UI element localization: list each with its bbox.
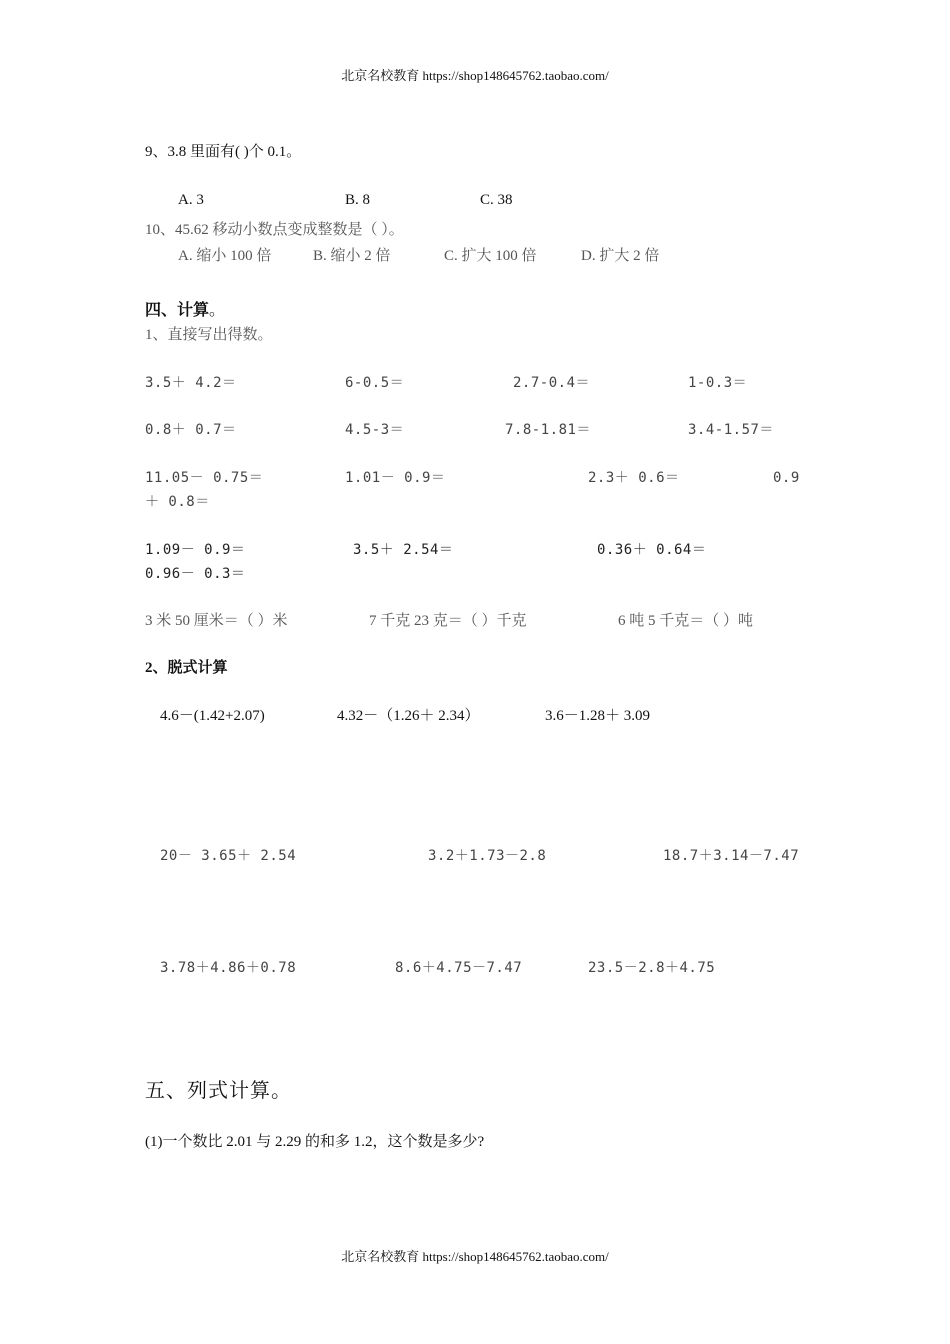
calc-item-wrap: 0.96－ 0.3＝ [145,566,246,582]
unit-conversion: 7 千克 23 克＝（ ）千克 [369,613,527,629]
calc-item: 4.5-3＝ [345,422,405,438]
calc-item: 2.3＋ 0.6＝ [588,470,680,486]
calc-item: 0.9 [773,470,800,486]
step-calc-item: 4.6－(1.42+2.07) [160,708,265,724]
question-10: 10、45.62 移动小数点变成整数是（ ）。 [145,222,404,238]
section-4-sub1: 1、直接写出得数。 [145,327,273,343]
calc-item: 11.05－ 0.75＝ [145,470,264,486]
calc-item: 6-0.5＝ [345,375,405,391]
section-4-sub2: 2、脱式计算 [145,660,228,676]
step-calc-item: 4.32－（1.26＋ 2.34） [337,708,480,724]
step-calc-item: 3.6－1.28＋ 3.09 [545,708,651,724]
step-calc-item: 23.5－2.8＋4.75 [588,960,716,976]
q9-option-b: B. 8 [345,192,371,208]
calc-item: 0.36＋ 0.64＝ [597,542,707,558]
step-calc-item: 20－ 3.65＋ 2.54 [160,848,297,864]
step-calc-item: 3.2＋1.73－2.8 [428,848,547,864]
step-calc-item: 8.6＋4.75－7.47 [395,960,523,976]
section-4-title [145,302,225,320]
calc-item: 3.5＋ 2.54＝ [353,542,454,558]
step-calc-item: 18.7＋3.14－7.47 [663,848,800,864]
calc-item: 3.4-1.57＝ [688,422,774,438]
calc-item: 0.8＋ 0.7＝ [145,422,237,438]
unit-conversion: 3 米 50 厘米＝（ ）米 [145,613,288,629]
q9-option-a: A. 3 [178,192,204,208]
section-4-title-tail: 。 [209,302,226,319]
calc-item: 2.7-0.4＝ [513,375,591,391]
question-9: 9、3.8 里面有( )个 0.1。 [145,144,302,160]
q10-option-c: C. 扩大 100 倍 [444,248,537,264]
page-header: 北京名校教育 https://shop148645762.taobao.com/ [341,68,609,83]
step-calc-item: 3.78＋4.86＋0.78 [160,960,297,976]
q10-option-a: A. 缩小 100 倍 [178,248,272,264]
section-4-title-text: 四、计算 [145,302,210,319]
calc-item: 7.8-1.81＝ [505,422,591,438]
calc-item-wrap: ＋ 0.8＝ [145,494,210,510]
calc-item: 1.01－ 0.9＝ [345,470,446,486]
page-footer: 北京名校教育 https://shop148645762.taobao.com/ [341,1249,609,1264]
unit-conversion: 6 吨 5 千克＝（ ）吨 [618,613,754,629]
q10-option-b: B. 缩小 2 倍 [313,248,391,264]
calc-item: 1.09－ 0.9＝ [145,542,246,558]
q10-option-d: D. 扩大 2 倍 [581,248,660,264]
section-5-title: 五、列式计算。 [145,1080,292,1102]
q9-option-c: C. 38 [480,192,513,208]
section-5-question-1: (1)一个数比 2.01 与 2.29 的和多 1.2，这个数是多少? [145,1134,485,1150]
calc-item: 1-0.3＝ [688,375,748,391]
calc-item: 3.5＋ 4.2＝ [145,375,237,391]
